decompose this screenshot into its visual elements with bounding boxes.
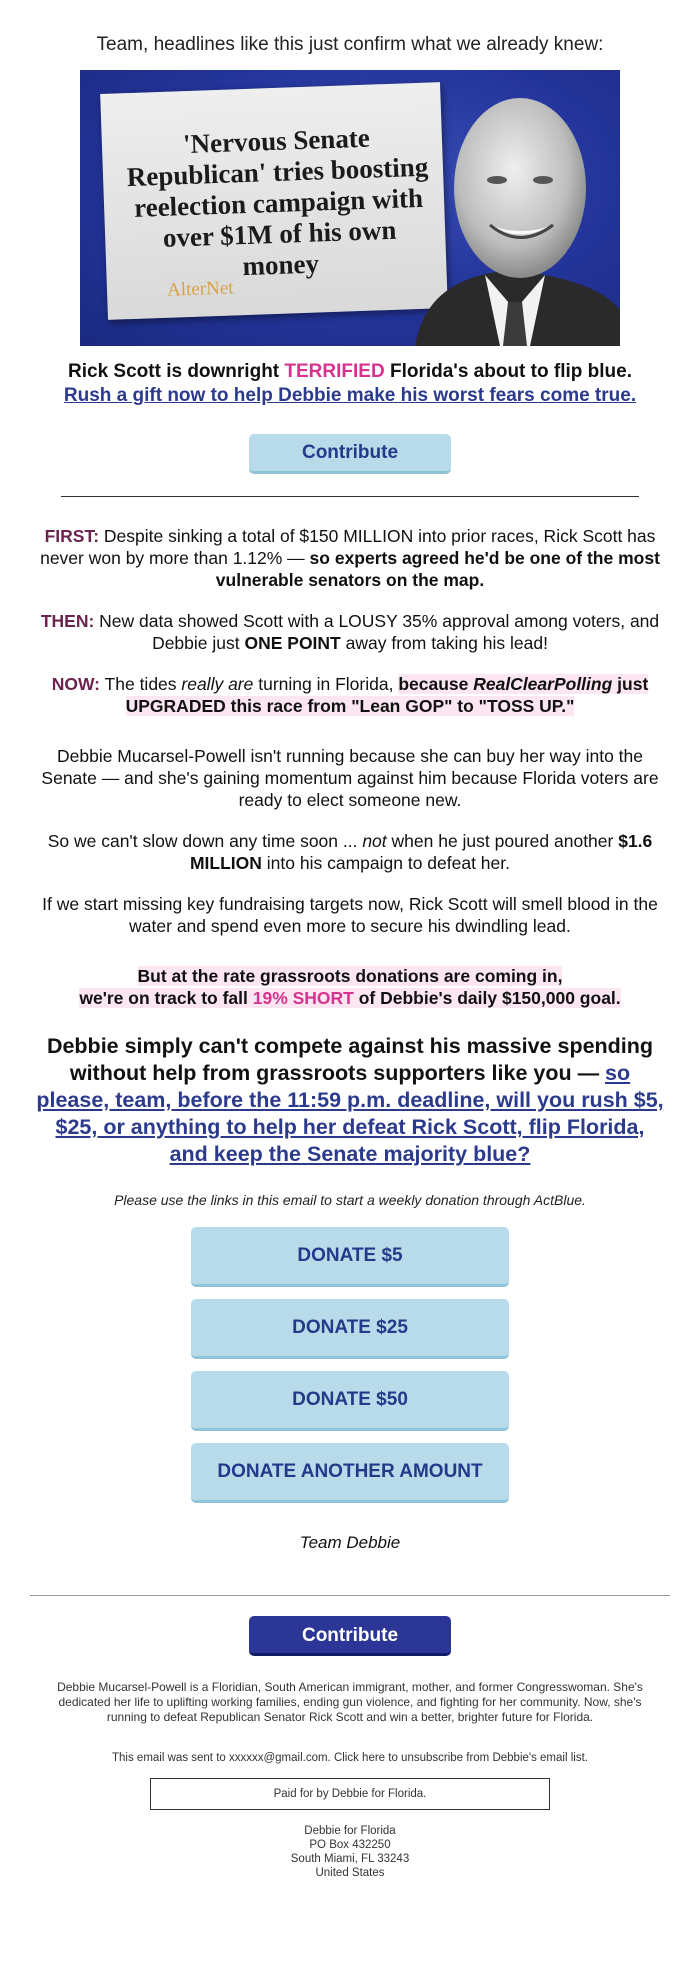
contribute-button-bottom[interactable]: Contribute — [249, 1616, 451, 1656]
donate-other-button[interactable]: DONATE ANOTHER AMOUNT — [191, 1443, 509, 1503]
short-text-2: of Debbie's daily $150,000 goal. — [353, 988, 621, 1008]
newspaper-clipping — [100, 82, 448, 320]
donate-25-button[interactable]: DONATE $25 — [191, 1299, 509, 1359]
rush-gift-link[interactable]: Rush a gift now to help Debbie make his worst fears come true. — [63, 385, 637, 406]
then-bold: ONE POINT — [244, 633, 341, 653]
divider — [61, 496, 639, 497]
slow-italic: not — [362, 831, 387, 851]
slow-bold: $1.6 MILLION — [189, 831, 653, 873]
short-text-1: we're on track to fall — [79, 988, 253, 1008]
first-paragraph — [40, 525, 660, 591]
ask-paragraph — [36, 1033, 664, 1168]
then-label: THEN: — [40, 611, 95, 631]
address-line: South Miami, FL 33243 — [290, 1853, 410, 1865]
email-body — [0, 34, 700, 1880]
now-bold-italic: RealClearPolling — [473, 674, 613, 694]
now-italic: really are — [181, 674, 254, 694]
momentum-paragraph: Debbie Mucarsel-Powell isn't running because she can buy her way into the Senate — and she's gaining momentum against him because Florida voters are ready to elect someone new. — [41, 746, 659, 810]
weekly-donation-note: Please use the links in this email to start a weekly donation through ActBlue. — [114, 1192, 586, 1208]
now-label: NOW: — [51, 674, 100, 694]
lead-statement — [40, 360, 660, 408]
then-paragraph — [40, 610, 660, 654]
address-line: United States — [315, 1867, 385, 1879]
signature: Team Debbie — [299, 1533, 401, 1552]
short-line-1: But at the rate grassroots donations are coming in, — [137, 966, 563, 986]
address-line: Debbie for Florida — [304, 1825, 396, 1837]
clipping-headline: 'Nervous Senate Republican' tries boosting reelection campaign with over $1M of his own money — [126, 122, 429, 282]
then-text-1: New data showed Scott with a LOUSY 35% approval among voters, and Debbie just — [94, 611, 660, 653]
first-label: FIRST: — [44, 526, 100, 546]
first-bold: so experts agreed he'd be one of the most vulnerable senators on the map. — [215, 548, 660, 590]
slow-text-2: when he just poured another — [386, 831, 619, 851]
targets-paragraph: If we start missing key fundraising targets now, Rick Scott will smell blood in the water and spend even more to secure his dwindling lead. — [42, 894, 658, 936]
ask-text: Debbie simply can't compete against his massive spending without help from grassroots supporters like you — — [46, 1034, 654, 1085]
mailing-address — [0, 1824, 700, 1880]
donate-50-button[interactable]: DONATE $50 — [191, 1371, 509, 1431]
slow-text-3: into his campaign to defeat her. — [261, 853, 510, 873]
now-bold-2: just UPGRADED this race from "Lean GOP" to "TOSS UP." — [125, 674, 649, 716]
candidate-bio: Debbie Mucarsel-Powell is a Floridian, South American immigrant, mother, and former Congresswoman. She's dedicated her life to uplifting working families, ending gun violence, and fighting for her community. Now, she's running to defeat Republican Senator Rick Scott and win a better, brighter future for Florida. — [57, 1680, 643, 1724]
donate-button-group — [0, 1227, 700, 1503]
footer-divider — [30, 1595, 670, 1596]
hero-image — [80, 70, 620, 346]
slow-text-1: So we can't slow down any time soon ... — [47, 831, 363, 851]
contribute-button-top[interactable]: Contribute — [249, 434, 451, 474]
clipping-source: AlterNet — [166, 277, 234, 301]
address-line: PO Box 432250 — [309, 1839, 391, 1851]
short-paragraph — [40, 965, 660, 1009]
ask-link[interactable]: so please, team, before the 11:59 p.m. deadline, will you rush $5, $25, or anything to help her defeat Rick Scott, flip Florida, and keep the Senate majority blue? — [36, 1061, 664, 1166]
now-text-1: The tides — [100, 674, 182, 694]
first-text: Despite sinking a total of $150 MILLION into prior races, Rick Scott has never won by more than 1.12% — — [40, 526, 656, 568]
now-text-2: turning in Florida, — [253, 674, 399, 694]
paid-for-box: Paid for by Debbie for Florida. — [150, 1778, 550, 1810]
short-pink: 19% SHORT — [252, 988, 354, 1008]
portrait-photo — [405, 70, 620, 346]
then-text-2: away from taking his lead! — [340, 633, 548, 653]
donate-5-button[interactable]: DONATE $5 — [191, 1227, 509, 1287]
unsubscribe-text[interactable]: This email was sent to xxxxxx@gmail.com. Click here to unsubscribe from Debbie's email list. — [112, 1752, 588, 1764]
intro-text: Team, headlines like this just confirm what we already knew: — [96, 34, 604, 55]
lead-text-1: Rick Scott is downright — [68, 361, 285, 382]
now-paragraph — [40, 673, 660, 717]
lead-text-2: Florida's about to flip blue. — [384, 361, 632, 382]
lead-emphasis: TERRIFIED — [284, 361, 385, 382]
slow-down-paragraph — [40, 830, 660, 874]
now-bold-1: because — [398, 674, 474, 694]
